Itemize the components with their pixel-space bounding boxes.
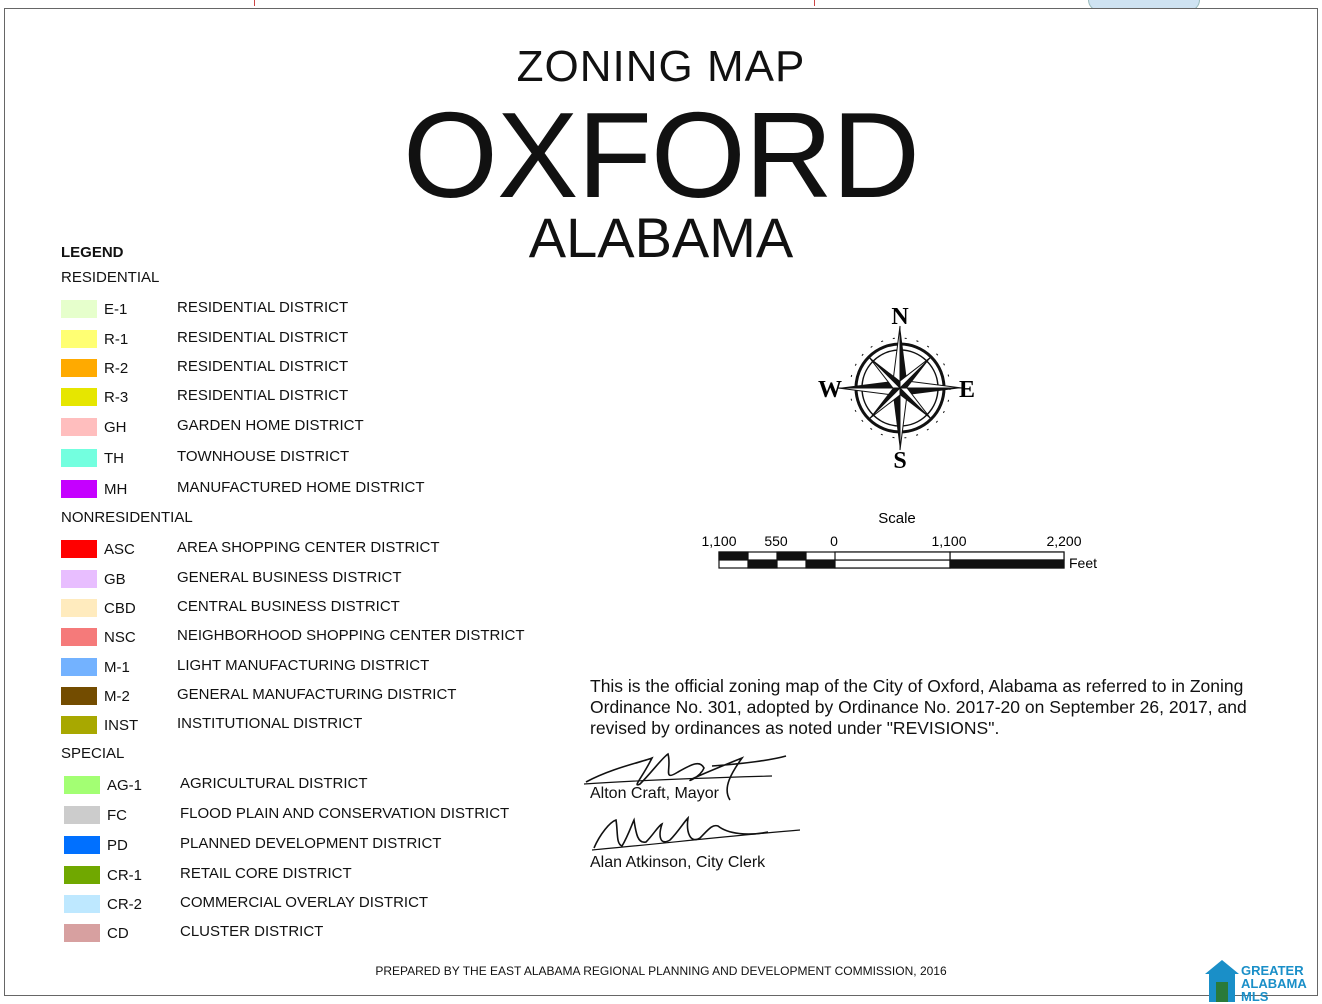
- legend-item-cd: [64, 922, 584, 944]
- legend-description: RETAIL CORE DISTRICT: [180, 865, 352, 882]
- legend-code: CD: [107, 925, 129, 942]
- scale-unit: Feet: [1069, 555, 1098, 571]
- legend-code: NSC: [104, 629, 136, 646]
- legend-description: TOWNHOUSE DISTRICT: [177, 448, 350, 465]
- map-boundary-line: [254, 0, 255, 6]
- legend-code: PD: [107, 837, 128, 854]
- map-title-state: ALABAMA: [528, 206, 794, 269]
- map-title-zoning: ZONING MAP: [516, 42, 806, 91]
- legend-code: GB: [104, 571, 126, 588]
- legend-description: GENERAL MANUFACTURING DISTRICT: [177, 686, 457, 703]
- legend-item-e-1: [61, 298, 581, 320]
- legend-swatch: [64, 895, 100, 913]
- legend-code: R-3: [104, 389, 129, 406]
- legend-code: FC: [107, 807, 127, 824]
- legend-heading: LEGEND: [61, 244, 124, 261]
- legend-item-inst: [61, 714, 581, 736]
- legend-swatch: [64, 806, 100, 824]
- compass-east-label: E: [958, 377, 976, 403]
- legend-swatch: [64, 836, 100, 854]
- legend-code: ASC: [104, 541, 135, 558]
- scale-title: Scale: [878, 510, 916, 527]
- legend-swatch: [61, 330, 97, 348]
- legend-item-m-2: [61, 685, 581, 707]
- legend-section-residential: RESIDENTIAL: [61, 269, 160, 286]
- legend-description: RESIDENTIAL DISTRICT: [177, 299, 349, 316]
- legend-code: M-1: [104, 659, 130, 676]
- legend-item-fc: [64, 804, 584, 826]
- legend-swatch: [61, 540, 97, 558]
- map-title-city: OXFORD: [403, 87, 919, 223]
- compass-rose-icon: [812, 300, 982, 475]
- legend-swatch: [61, 300, 97, 318]
- footer-credit: PREPARED BY THE EAST ALABAMA REGIONAL PLANNING AND DEVELOPMENT COMMISSION, 2016: [375, 964, 947, 978]
- compass-north-label: N: [891, 304, 909, 330]
- legend-description: COMMERCIAL OVERLAY DISTRICT: [180, 894, 429, 911]
- legend-swatch: [61, 359, 97, 377]
- clerk-name: Alan Atkinson, City Clerk: [590, 854, 766, 871]
- legend-item-cr-2: [64, 893, 584, 915]
- legend-description: GARDEN HOME DISTRICT: [177, 417, 364, 434]
- legend-item-gb: [61, 568, 581, 590]
- legend-swatch: [61, 570, 97, 588]
- legend-item-m-1: [61, 656, 581, 678]
- legend-description: AGRICULTURAL DISTRICT: [180, 775, 368, 792]
- legend-swatch: [61, 599, 97, 617]
- legend-description: INSTITUTIONAL DISTRICT: [177, 715, 363, 732]
- scale-bar: [690, 505, 1110, 585]
- legend-item-r-1: [61, 328, 581, 350]
- legend-description: RESIDENTIAL DISTRICT: [177, 358, 349, 375]
- scale-tick-label: 550: [764, 533, 788, 549]
- legend-item-cbd: [61, 597, 581, 619]
- legend-code: R-2: [104, 360, 129, 377]
- legend-swatch: [64, 776, 100, 794]
- legend-description: LIGHT MANUFACTURING DISTRICT: [177, 657, 430, 674]
- legend-item-cr-1: [64, 864, 584, 886]
- scale-tick-label: 1,100: [701, 533, 737, 549]
- legend-code: TH: [104, 450, 124, 467]
- legend-description: FLOOD PLAIN AND CONSERVATION DISTRICT: [180, 805, 510, 822]
- legend-code: GH: [104, 419, 127, 436]
- legend-swatch: [61, 449, 97, 467]
- legend-code: M-2: [104, 688, 130, 705]
- scale-tick-label: 2,200: [1046, 533, 1082, 549]
- legend-code: INST: [104, 717, 139, 734]
- legend-item-gh: [61, 416, 581, 438]
- house-logo-icon: [1203, 958, 1241, 1004]
- legend-description: NEIGHBORHOOD SHOPPING CENTER DISTRICT: [177, 627, 525, 644]
- map-edge-strip: [0, 0, 1322, 8]
- legend-code: CBD: [104, 600, 136, 617]
- legend-code: CR-1: [107, 867, 143, 884]
- legend-swatch: [61, 480, 97, 498]
- legend-code: CR-2: [107, 896, 143, 913]
- map-boundary-line: [814, 0, 815, 6]
- legend-swatch: [61, 628, 97, 646]
- clerk-signature: [588, 814, 803, 854]
- legend-item-nsc: [61, 626, 581, 648]
- legend-section-nonresidential: NONRESIDENTIAL: [61, 509, 193, 526]
- legend-item-mh: [61, 478, 581, 500]
- legend-swatch: [61, 716, 97, 734]
- compass-south-label: S: [893, 448, 907, 474]
- legend-code: MH: [104, 481, 128, 498]
- legend-code: AG-1: [107, 777, 143, 794]
- legend-description: PLANNED DEVELOPMENT DISTRICT: [180, 835, 442, 852]
- legend-item-th: [61, 447, 581, 469]
- scale-tick-label: 0: [830, 533, 838, 549]
- legend-item-r-3: [61, 386, 581, 408]
- legend-description: CLUSTER DISTRICT: [180, 923, 324, 940]
- scale-tick-label: 1,100: [931, 533, 967, 549]
- legend-code: E-1: [104, 301, 128, 318]
- mls-wordmark: GREATER ALABAMA MLS: [1241, 963, 1307, 1004]
- compass-west-label: W: [818, 377, 842, 403]
- legend-item-ag-1: [64, 774, 584, 796]
- mayor-name: Alton Craft, Mayor: [590, 785, 719, 802]
- legend-description: RESIDENTIAL DISTRICT: [177, 387, 349, 404]
- official-statement: This is the official zoning map of the City of Oxford, Alabama as referred to in Zoning Ordinance No. 301, adopted by Ordinance No. 2017-20 on September 26, 2017, and revised by ordinances as noted under "REVISIONS".: [590, 676, 1247, 738]
- legend-description: RESIDENTIAL DISTRICT: [177, 329, 349, 346]
- legend-section-special: SPECIAL: [61, 745, 125, 762]
- legend-description: GENERAL BUSINESS DISTRICT: [177, 569, 402, 586]
- legend-swatch: [61, 388, 97, 406]
- legend-swatch: [61, 658, 97, 676]
- legend-description: CENTRAL BUSINESS DISTRICT: [177, 598, 400, 615]
- legend-item-pd: [64, 834, 584, 856]
- legend-item-asc: [61, 538, 581, 560]
- legend-code: R-1: [104, 331, 129, 348]
- legend-description: MANUFACTURED HOME DISTRICT: [177, 479, 425, 496]
- legend-swatch: [64, 924, 100, 942]
- legend-description: AREA SHOPPING CENTER DISTRICT: [177, 539, 440, 556]
- legend-swatch: [61, 418, 97, 436]
- legend-swatch: [61, 687, 97, 705]
- legend-swatch: [64, 866, 100, 884]
- legend-item-r-2: [61, 357, 581, 379]
- mls-watermark: [1203, 958, 1322, 1004]
